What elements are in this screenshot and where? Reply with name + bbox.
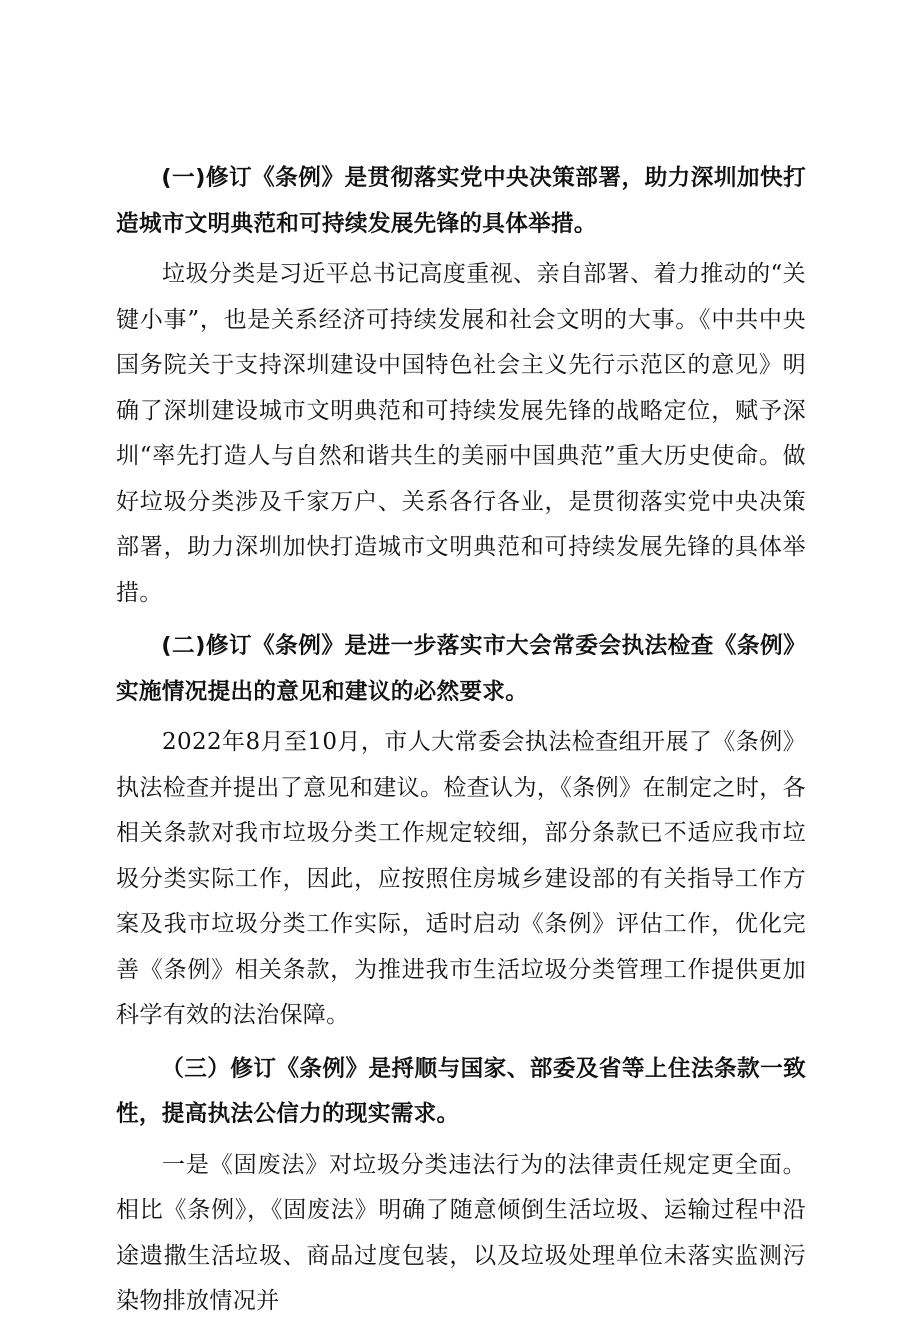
section-2-paragraph: 2022年8月至10月，市人大常委会执法检查组开展了《条例》执法检查并提出了意见和建议。检查认为，《条例》在制定之时，各相关条款对我市垃圾分类工作规定较细，部分条款已不适应我市垃圾分类实际工作，因此，应按照住房城乡建设部的有关指导工作方案及我市垃圾分类工作实际，适时启动《条例》评估工作，优化完善《条例》相关条款，为推进我市生活垃圾分类管理工作提供更加科学有效的法治保障。 bbox=[116, 729, 806, 1028]
section-3-heading: （三）修订《条例》是捋顺与国家、部委及省等上住法条款一致性，提高执法公信力的现实需求。 bbox=[116, 1055, 806, 1127]
section-1-heading: (一)修订《条例》是贯彻落实党中央决策部署，助力深圳加快打造城市文明典范和可持续发展先锋的具体举措。 bbox=[116, 165, 806, 237]
document-body bbox=[116, 156, 806, 1325]
section-1-paragraph: 垃圾分类是习近平总书记高度重视、亲自部署、着力推动的“关键小事”，也是关系经济可持续发展和社会文明的大事。《中共中央国务院关于支持深圳建设中国特色社会主义先行示范区的意见》明确了深圳建设城市文明典范和可持续发展先锋的战略定位，赋予深圳“率先打造人与自然和谐共生的美丽中国典范”重大历史使命。做好垃圾分类涉及千家万户、关系各行各业，是贯彻落实党中央决策部署，助力深圳加快打造城市文明典范和可持续发展先锋的具体举措。 bbox=[116, 261, 806, 606]
section-2-heading: (二)修订《条例》是进一步落实市大会常委会执法检查《条例》实施情况提出的意见和建议的必然要求。 bbox=[116, 633, 806, 705]
section-3-paragraph: 一是《固废法》对垃圾分类违法行为的法律责任规定更全面。相比《条例》，《固废法》明确了随意倾倒生活垃圾、运输过程中沿途遗撒生活垃圾、商品过度包装，以及垃圾处理单位未落实监测污染物排放情况并 bbox=[116, 1151, 806, 1314]
